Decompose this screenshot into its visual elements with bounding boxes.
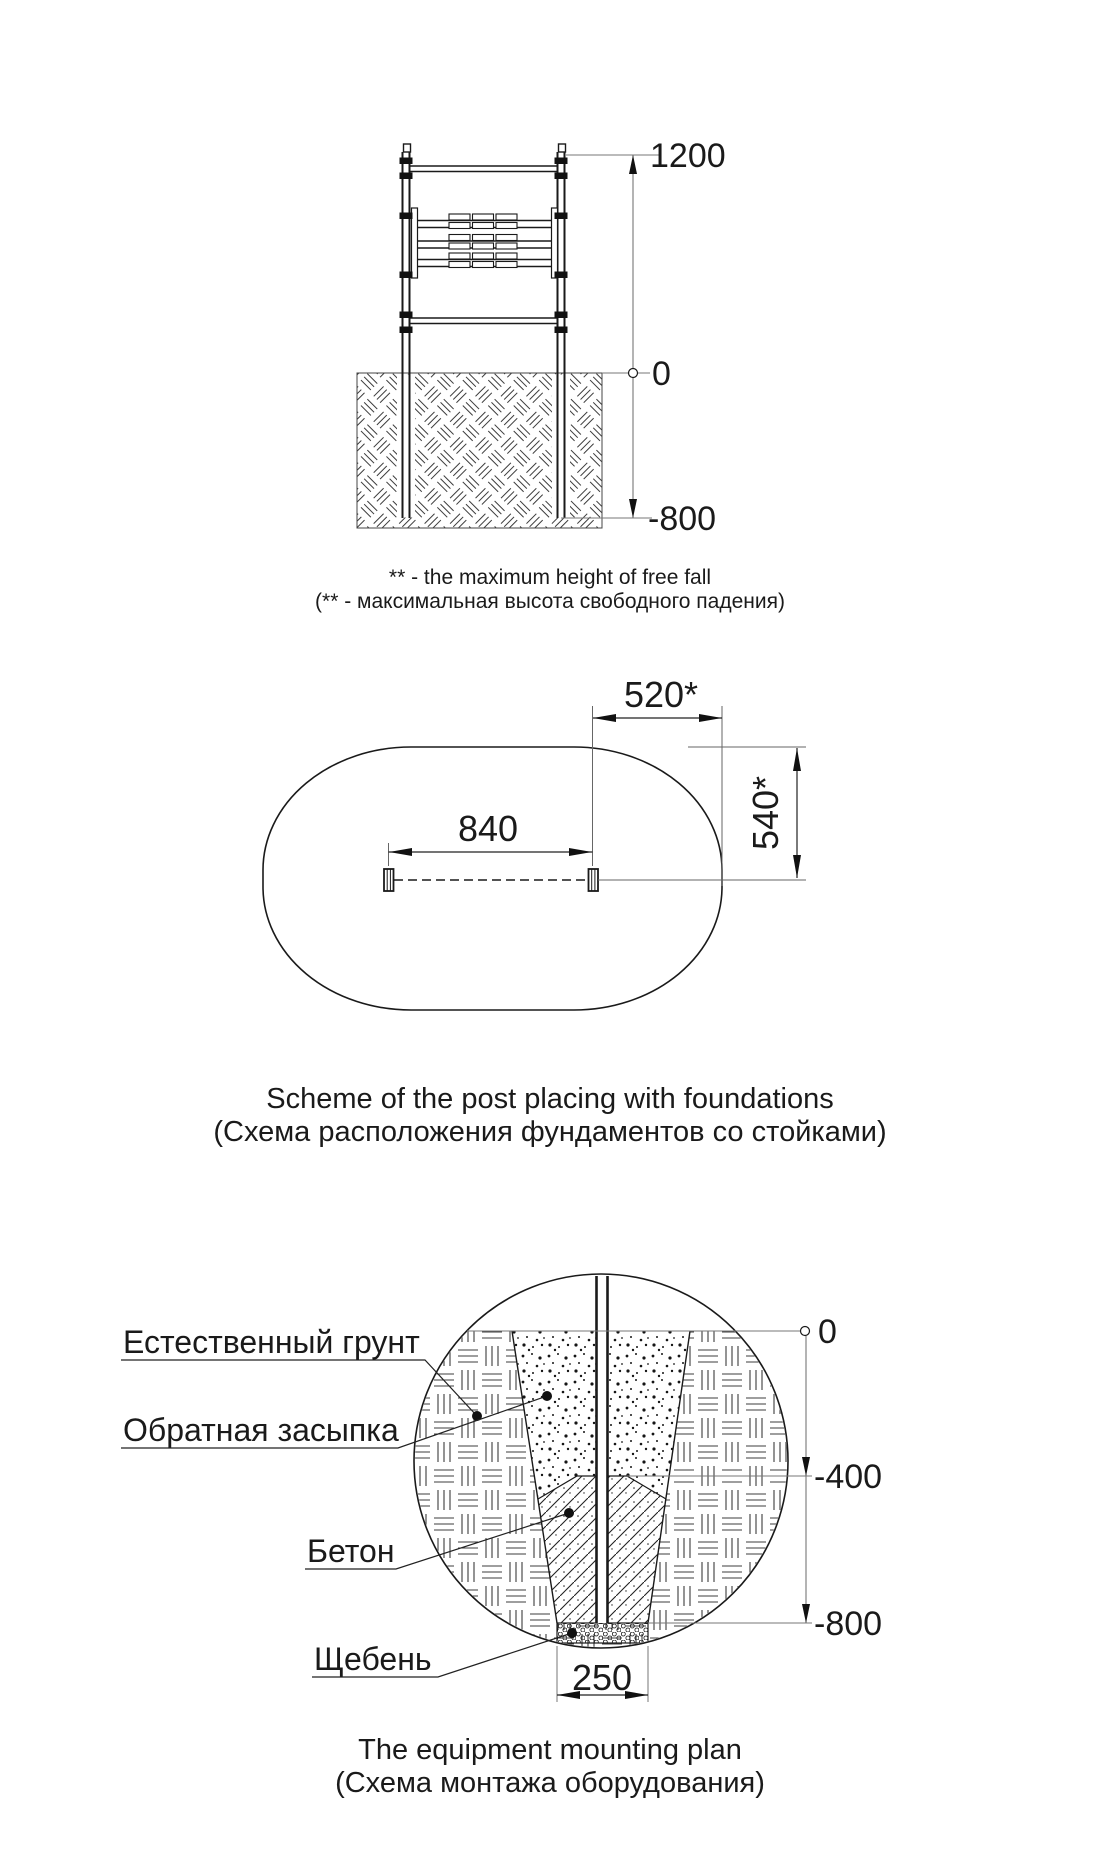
zero-level-marker (629, 369, 638, 378)
post-clearance-right (552, 375, 570, 518)
level-label-minus-800: -800 (814, 1605, 883, 1643)
caption-free-fall (0, 566, 1100, 614)
caption-mounting-plan-en: The equipment mounting plan (358, 1734, 742, 1766)
dim-label-540: 540* (745, 775, 786, 851)
leader-dot-concrete (564, 1508, 574, 1518)
post-clearance-left (397, 375, 415, 518)
detail-zero-marker (801, 1327, 810, 1336)
label-backfill: Обратная засыпка (123, 1412, 399, 1448)
leader-dot-backfill (542, 1391, 552, 1401)
figure-mounting-detail (121, 1274, 882, 1702)
dim-label-250: 250 (571, 1657, 633, 1698)
caption-post-placing (0, 1083, 1100, 1149)
dim-label-minus-800: -800 (648, 500, 717, 538)
level-label-minus-400: -400 (814, 1458, 883, 1496)
post-cap-right (559, 144, 566, 152)
rail-bottom (410, 318, 557, 324)
figure-elevation-view (357, 137, 726, 538)
post-core (597, 1276, 607, 1623)
dim-label-840: 840 (457, 808, 519, 849)
caption-mounting-plan-ru: (Схема монтажа оборудования) (335, 1767, 765, 1799)
post-cap-left (404, 144, 411, 152)
caption-mounting-plan (0, 1734, 1100, 1800)
label-concrete: Бетон (307, 1533, 395, 1569)
safety-zone-oval (263, 747, 722, 1010)
caption-post-placing-ru: (Схема расположения фундаментов со стойками) (213, 1116, 887, 1148)
dim-label-1200: 1200 (650, 137, 726, 175)
caption-free-fall-en: ** - the maximum height of free fall (388, 566, 712, 589)
label-gravel: Щебень (314, 1641, 432, 1677)
figure-foundation-plan (263, 674, 806, 1010)
caption-post-placing-en: Scheme of the post placing with foundations (266, 1083, 834, 1115)
level-label-0: 0 (818, 1313, 837, 1351)
caption-free-fall-ru: (** - максимальная высота свободного падения) (315, 590, 785, 613)
dim-label-520: 520* (623, 674, 699, 715)
dim-label-0: 0 (652, 355, 671, 393)
grip-plates (449, 214, 517, 268)
label-natural-ground: Естественный грунт (123, 1324, 420, 1360)
rail-top (410, 166, 557, 172)
leader-dot-gravel (567, 1628, 577, 1638)
